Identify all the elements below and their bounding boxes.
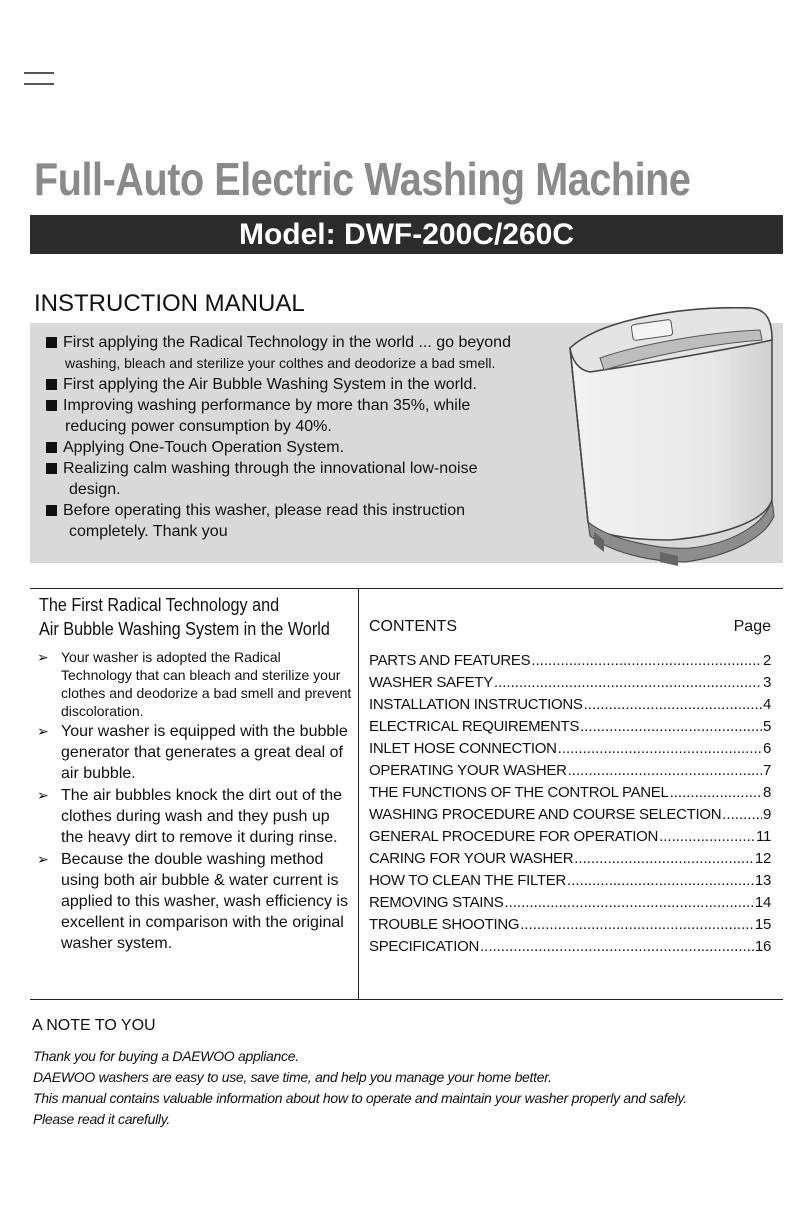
toc-label: TROUBLE SHOOTING [369, 916, 520, 933]
toc-entry[interactable] [369, 804, 771, 826]
dot-leader [480, 936, 754, 958]
toc-page: 8 [762, 784, 771, 801]
page-column-label: Page [733, 618, 771, 635]
column-divider [358, 588, 359, 1000]
note-line: This manual contains valuable information about how to operate and maintain your washer properly and safely. [33, 1090, 687, 1106]
header-rule-mark [24, 72, 54, 88]
toc-page: 15 [754, 916, 771, 933]
feature-text: Before operating this washer, please read this instruction [63, 502, 466, 519]
toc-label: HOW TO CLEAN THE FILTER [369, 872, 567, 889]
dot-leader [659, 826, 755, 848]
square-bullet-icon [46, 400, 57, 411]
feature-text-cont: reducing power consumption by 40%. [65, 418, 332, 435]
note-line: Please read it carefully. [33, 1111, 170, 1127]
toc-page: 9 [762, 806, 771, 823]
toc-entry[interactable] [369, 936, 771, 958]
dot-leader [494, 672, 762, 694]
manual-heading: INSTRUCTION MANUAL [34, 290, 305, 317]
dot-leader [568, 760, 762, 782]
dot-leader [722, 804, 762, 826]
arrow-bullet-icon: ➢ [37, 723, 49, 739]
toc-label: ELECTRICAL REQUIREMENTS [369, 718, 580, 735]
feature-text: Applying One-Touch Operation System. [63, 439, 345, 456]
dot-leader [670, 782, 762, 804]
table-of-contents [369, 650, 771, 958]
dot-leader [567, 870, 754, 892]
toc-label: THE FUNCTIONS OF THE CONTROL PANEL [369, 784, 669, 801]
feature-text: First applying the Radical Technology in the world ... go beyond [63, 334, 511, 351]
feature-text-cont: design. [69, 481, 121, 498]
toc-label: CARING FOR YOUR WASHER [369, 850, 574, 867]
arrow-bullet-icon: ➢ [37, 649, 49, 665]
dot-leader [504, 892, 754, 914]
list-item [37, 648, 355, 720]
list-item [37, 785, 355, 848]
dot-leader [531, 650, 762, 672]
toc-page: 14 [754, 894, 771, 911]
list-item-text: The air bubbles knock the dirt out of the clothes during wash and they push up the heavy dirt to remove it during rinse. [61, 787, 343, 846]
toc-page: 4 [762, 696, 771, 713]
toc-label: WASHER SAFETY [369, 674, 493, 691]
feature-item [46, 458, 566, 500]
note-body [33, 1046, 793, 1130]
washing-machine-illustration [560, 300, 790, 570]
feature-list [46, 332, 566, 542]
toc-label: WASHING PROCEDURE AND COURSE SELECTION [369, 806, 722, 823]
toc-label: SPECIFICATION [369, 938, 479, 955]
list-item-text: Because the double washing method using both air bubble & water current is applied to this washer, wash efficiency is excellent in comparison with the original washer system. [61, 851, 348, 952]
technology-heading [39, 593, 330, 641]
toc-page: 13 [754, 872, 771, 889]
square-bullet-icon [46, 379, 57, 390]
arrow-bullet-icon: ➢ [37, 851, 49, 867]
square-bullet-icon [46, 505, 57, 516]
toc-page: 11 [756, 828, 771, 845]
toc-label: INLET HOSE CONNECTION [369, 740, 557, 757]
section-divider-bottom [30, 999, 783, 1000]
toc-entry[interactable] [369, 870, 771, 892]
technology-heading-line: The First Radical Technology and [39, 595, 280, 615]
feature-text: First applying the Air Bubble Washing System in the world. [63, 376, 477, 393]
toc-entry[interactable] [369, 672, 771, 694]
dot-leader [558, 738, 762, 760]
toc-entry[interactable] [369, 650, 771, 672]
list-item [37, 849, 355, 954]
toc-entry[interactable] [369, 782, 771, 804]
square-bullet-icon [46, 463, 57, 474]
dot-leader [584, 694, 762, 716]
list-item-text: Your washer is equipped with the bubble generator that generates a great deal of air bubble. [61, 723, 348, 782]
toc-page: 7 [762, 762, 771, 779]
toc-entry[interactable] [369, 738, 771, 760]
toc-label: GENERAL PROCEDURE FOR OPERATION [369, 828, 659, 845]
model-banner: Model: DWF-200C/260C [30, 215, 783, 254]
toc-page: 6 [762, 740, 771, 757]
toc-page: 2 [762, 652, 771, 669]
toc-entry[interactable] [369, 892, 771, 914]
toc-page: 3 [762, 674, 771, 691]
square-bullet-icon [46, 337, 57, 348]
toc-label: OPERATING YOUR WASHER [369, 762, 567, 779]
dot-leader [580, 716, 762, 738]
square-bullet-icon [46, 442, 57, 453]
feature-item [46, 395, 566, 437]
dot-leader [520, 914, 754, 936]
list-item [37, 721, 355, 784]
toc-entry[interactable] [369, 716, 771, 738]
feature-text-cont: washing, bleach and sterilize your colthes and deodorize a bad smell. [65, 355, 496, 371]
dot-leader [574, 848, 754, 870]
list-item-text: Your washer is adopted the Radical Technology that can bleach and sterilize your clothes and deodorize a bad smell and prevent discoloration. [61, 649, 352, 719]
contents-header [369, 618, 771, 636]
feature-item [46, 437, 566, 458]
feature-item [46, 500, 566, 542]
toc-entry[interactable] [369, 826, 771, 848]
toc-label: INSTALLATION INSTRUCTIONS [369, 696, 583, 713]
note-heading: A NOTE TO YOU [32, 1017, 156, 1034]
technology-list [37, 648, 355, 955]
feature-item [46, 374, 566, 395]
toc-entry[interactable] [369, 914, 771, 936]
feature-text: Realizing calm washing through the innovational low-noise [63, 460, 478, 477]
feature-item [46, 332, 566, 374]
technology-heading-line: Air Bubble Washing System in the World [39, 619, 330, 639]
toc-entry[interactable] [369, 760, 771, 782]
section-divider-top [30, 588, 783, 589]
note-line: DAEWOO washers are easy to use, save time, and help you manage your home better. [33, 1069, 552, 1085]
toc-page: 5 [762, 718, 771, 735]
toc-label: PARTS AND FEATURES [369, 652, 531, 669]
contents-title: CONTENTS [369, 618, 457, 635]
toc-label: REMOVING STAINS [369, 894, 504, 911]
arrow-bullet-icon: ➢ [37, 787, 49, 803]
note-line: Thank you for buying a DAEWOO appliance. [33, 1048, 299, 1064]
toc-entry[interactable] [369, 694, 771, 716]
toc-page: 16 [754, 938, 771, 955]
feature-text-cont: completely. Thank you [69, 523, 228, 540]
toc-entry[interactable] [369, 848, 771, 870]
feature-text: Improving washing performance by more than 35%, while [63, 397, 471, 414]
toc-page: 12 [754, 850, 771, 867]
document-title: Full-Auto Electric Washing Machine [34, 153, 691, 205]
